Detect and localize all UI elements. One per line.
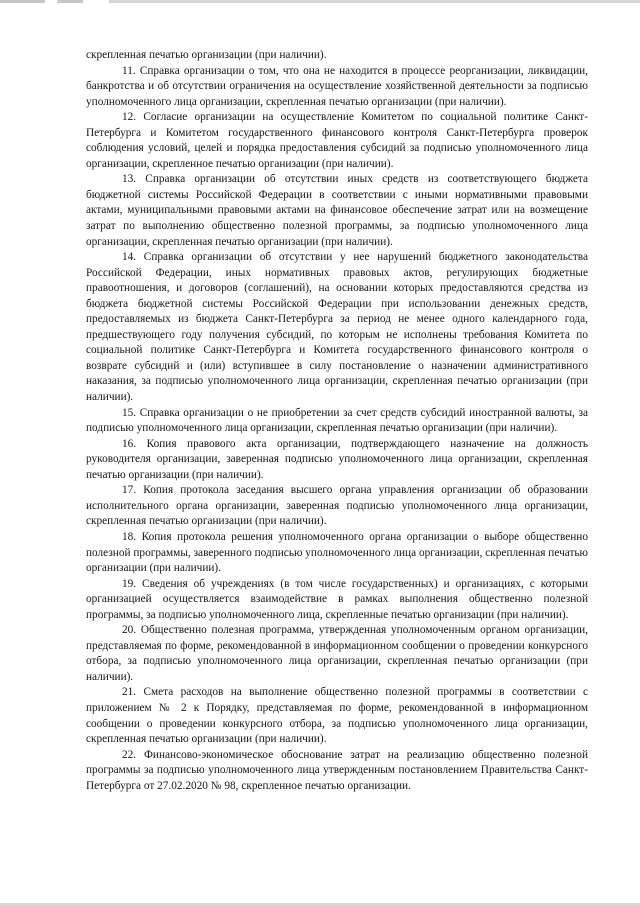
continuation-text: скрепленная печатью организации (при наличии). — [86, 49, 327, 61]
list-item-20: 20. Общественно полезная программа, утвержденная уполномоченным органом организации, представляемая по форме, рекомендованной в информационном сообщении о проведении конкурсного отбора, за подписью уполномоченного лица организации, скрепленная печатью организации (при наличии). — [86, 624, 588, 683]
list-item-15: 15. Справка организации о не приобретении за счет средств субсидий иностранной валюты, за подписью уполномоченного лица организации, скрепленная печатью организации (при наличии). — [86, 406, 588, 435]
list-item-19: 19. Сведения об учреждениях (в том числе государственных) и организациях, с которыми организацией осуществляется взаимодействие в рамках выполнения общественно полезной программы, за подписью уполномоченного лица, скрепленные печатью организации (при наличии). — [86, 577, 588, 621]
list-item-11: 11. Справка организации о том, что она не находится в процессе реорганизации, ликвидации, банкротства и об отсутствии ограничения на осуществление хозяйственной деятельности за подписью уполномоченного лица организации, скрепленная печатью организации (при наличии). — [86, 64, 588, 108]
list-item-13: 13. Справка организации об отсутствии иных средств из соответствующего бюджета бюджетной системы Российской Федерации в соответствии с иными нормативными правовыми актами, муниципальными правовыми актами на финансовое обеспечение затрат или на возмещение затрат по выполнению общественно полезной программы, за подписью уполномоченного лица организации, скрепленная печатью организации (при наличии). — [86, 173, 588, 248]
list-item-17: 17. Копия протокола заседания высшего органа управления организации об образовании исполнительного органа организации, заверенная подписью уполномоченного лица организации, скрепленная печатью организации (при наличии). — [86, 484, 588, 528]
scan-top-edge — [0, 0, 640, 3]
list-item-16: 16. Копия правового акта организации, подтверждающего назначение на должность руководителя организации, заверенная подписью уполномоченного лица организации, скрепленная печатью организации (при наличии). — [86, 437, 588, 481]
list-item-18: 18. Копия протокола решения уполномоченного органа организации о выборе общественно полезной программы, заверенного подписью уполномоченного лица организации, скрепленная печатью организации (при наличии). — [86, 530, 588, 575]
list-item-21: 21. Смета расходов на выполнение общественно полезной программы в соответствии с приложением № 2 к Порядку, представляемая по форме, рекомендованной в информационном сообщении о проведении конкурсного отбора, за подписью уполномоченного лица организации, скрепленная печатью организации (при наличии). — [86, 686, 588, 746]
list-item-12: 12. Согласие организации на осуществление Комитетом по социальной политике Санкт-Петербурга и Комитетом государственного финансового контроля Санкт-Петербурга проверок соблюдения условий, целей и порядка предоставления субсидий за подписью уполномоченного лица организации, скрепленное печатью организации (при наличии). — [86, 111, 588, 170]
list-item-22: 22. Финансово-экономическое обоснование затрат на реализацию общественно полезной программы за подписью уполномоченного лица утвержденным постановлением Правительства Санкт-Петербурга от 27.02.2020 № 98, скрепленное печатью организации. — [86, 748, 588, 792]
document-body — [86, 48, 588, 794]
list-item-14: 14. Справка организации об отсутствии у нее нарушений бюджетного законодательства Российской Федерации, иных нормативных правовых актов, регулирующих бюджетные правоотношения, и договоров (соглашений), на основании которых предоставляются средства из бюджета бюджетной системы Российской Федерации при использовании денежных средств, предоставляемых из бюджета Санкт-Петербурга за период не менее одного календарного года, предшествующего году получения субсидий, по которым не исполнены требования Комитета по социальной политике Санкт-Петербурга и Комитета государственного финансового контроля о возврате субсидий и (или) вступившее в силу постановление о назначении административного наказания, за подписью уполномоченного лица организации, скрепленная печатью организации (при наличии). — [86, 251, 588, 404]
